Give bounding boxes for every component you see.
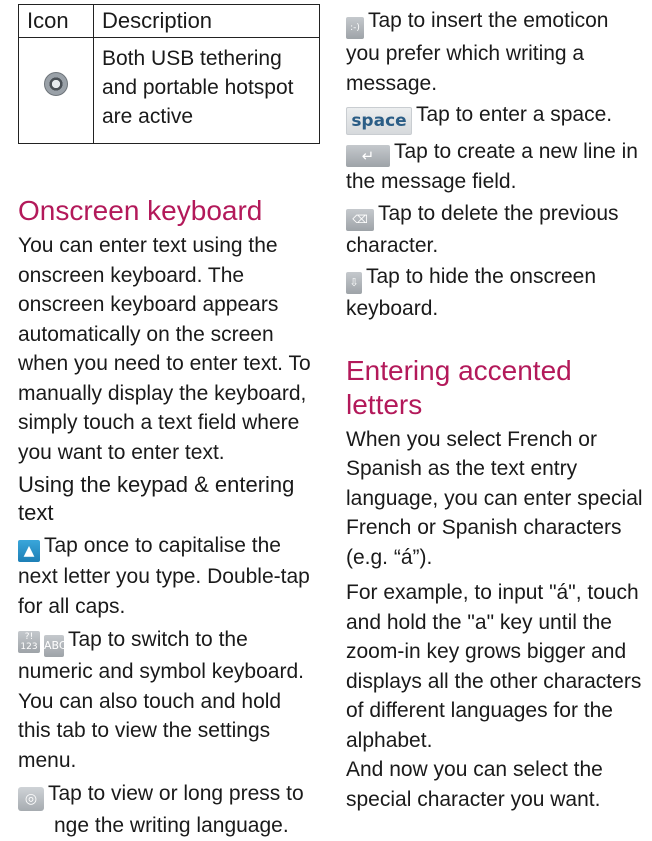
shift-key-text: Tap once to capitalise the next letter you type. Double-tap for all caps. [18,534,310,618]
emoticon-key-paragraph [346,6,646,98]
left-column [18,0,318,841]
hide-key-text: Tap to hide the onscreen keyboard. [346,265,596,320]
keypad-subheading: Using the keypad & entering text [18,472,295,525]
hotspot-active-icon [44,72,68,96]
globe-key-icon: ◎ [18,787,44,811]
space-key-paragraph [346,100,646,135]
delete-key-paragraph [346,199,646,261]
table-header-row [19,5,320,38]
accented-para-1: When you select French or Spanish as the text entry language, you can enter special French or Spanish characters (e.g. “á”). [346,427,643,569]
globe-key-paragraph [18,779,318,841]
symbols-key-icon: ?! 123 [18,631,40,653]
right-column [346,0,646,814]
switch-key-paragraph [18,625,318,775]
table-row [19,38,320,144]
hide-key-paragraph [346,262,646,324]
space-key-icon: space [346,107,412,135]
table-cell-description: Both USB tethering and portable hotspot are active [94,38,320,144]
shift-key-icon: ▲ [18,540,40,562]
icon-table [18,4,320,144]
switch-key-text: Tap to switch to the numeric and symbol keyboard. You can also touch and hold this tab to view the settings menu. [18,628,304,772]
onscreen-keyboard-body: You can enter text using the onscreen keyboard. The onscreen keyboard appears automatically on the screen when you need to enter text. To manually display the keyboard, simply touch a text field where you want to enter text. [18,234,311,464]
delete-key-icon: ⌫ [346,209,374,231]
emoticon-key-text: Tap to insert the emoticon you prefer which writing a message. [346,9,609,95]
enter-key-text: Tap to create a new line in the message field. [346,140,638,193]
accented-para-2: For example, to input "á", touch and hold the "a" key until the zoom-in key grows bigger and displays all the other characters of different languages for the alphabet. [346,581,642,752]
space-key-text: Tap to enter a space. [416,103,613,126]
emoticon-key-icon: :-) [346,17,364,39]
table-cell-icon [19,38,94,144]
table-header-icon: Icon [19,5,94,38]
onscreen-keyboard-heading: Onscreen keyboard [18,195,263,226]
hide-key-icon: ⇩ [346,272,362,294]
table-header-description: Description [94,5,320,38]
delete-key-text: Tap to delete the previous character. [346,201,619,257]
shift-key-paragraph [18,531,318,621]
abc-key-icon: ABC [44,635,64,657]
globe-key-text: Tap to view or long press to [48,782,304,805]
enter-key-icon: ↵ [346,145,390,167]
globe-key-text-cont: nge the writing language. [54,814,289,837]
accented-para-3: And now you can select the special character you want. [346,758,603,811]
accented-letters-heading: Entering accented letters [346,354,572,420]
enter-key-paragraph [346,137,646,197]
